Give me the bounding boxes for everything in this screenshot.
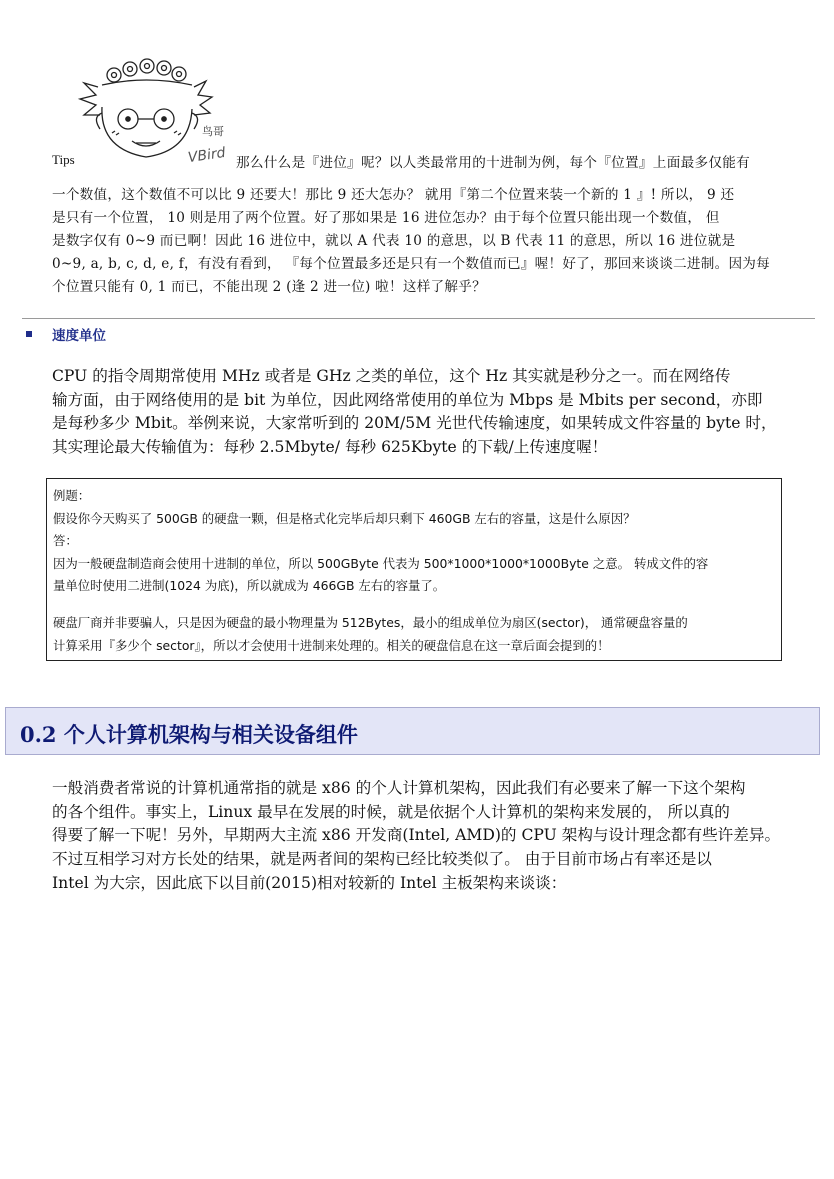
speed-unit-paragraph	[52, 365, 794, 459]
avatar-caption: 鸟哥	[202, 125, 224, 138]
example-answer-line: 量单位时使用二进制(1024 为底)，所以就成为 466GB 左右的容量了。	[53, 578, 446, 594]
architecture-paragraph	[52, 777, 792, 896]
paragraph-line: 一般消费者常说的计算机通常指的就是 x86 的个人计算机架构，因此我们有必要来了解一下这个架构	[52, 779, 746, 797]
avatar-signature: VBird	[186, 144, 227, 167]
paragraph-line: CPU 的指令周期常使用 MHz 或者是 GHz 之类的单位，这个 Hz 其实就是秒分之一。而在网络传	[52, 367, 731, 385]
vbird-avatar-icon	[76, 57, 236, 169]
paragraph-line: 得要了解一下呢！另外，早期两大主流 x86 开发商(Intel, AMD)的 CPU 架构与设计理念都有些许差异。	[52, 826, 781, 845]
example-question: 假设你今天购买了 500GB 的硬盘一颗，但是格式化完毕后却只剩下 460GB 左右的容量，这是什么原因？	[53, 510, 636, 526]
tips-line: 一个数值，这个数值不可以比 9 还要大！那比 9 还大怎办？ 就用『第二个位置来装一个新的 1 』! 所以， 9 还	[52, 187, 735, 203]
paragraph-line: 输方面，由于网络使用的是 bit 为单位，因此网络常使用的单位为 Mbps 是 Mbits per second，亦即	[52, 390, 763, 409]
spacer	[53, 598, 775, 612]
tips-body	[52, 184, 786, 299]
example-answer-label: 答：	[53, 533, 78, 549]
tips-line: 是只有一个位置， 10 则是用了两个位置。好了那如果是 16 进位怎办？由于每个位置只能出现一个数值， 但	[52, 210, 720, 226]
chapter-title: 0.2 个人计算机架构与相关设备组件	[20, 722, 358, 747]
paragraph-line: 的各个组件。事实上，Linux 最早在发展的时候，就是依据个人计算机的架构来发展的， 所以真的	[52, 802, 730, 821]
paragraph-line: 其实理论最大传输值为：每秒 2.5Mbyte/ 每秒 625Kbyte 的下载/上传速度喔！	[52, 437, 608, 456]
example-box	[46, 478, 782, 661]
tips-line: 0~9, a, b, c, d, e, f，有没有看到， 『每个位置最多还是只有一个数值而已』喔！好了，那回来谈谈二进制。因为每	[52, 256, 770, 272]
tips-line: 个位置只能有 0, 1 而已，不能出现 2 (逢 2 进一位) 啦！这样了解乎？	[52, 279, 486, 295]
example-note-line: 硬盘厂商并非要骗人，只是因为硬盘的最小物理量为 512Bytes，最小的组成单位为扇区(sector)， 通常硬盘容量的	[53, 614, 688, 630]
paragraph-line: 是每秒多少 Mbit。举例来说，大家常听到的 20M/5M 光世代传输速度，如果转成文件容量的 byte 时，	[52, 414, 777, 432]
tips-first-line: 那么什么是『进位』呢？以人类最常用的十进制为例，每个『位置』上面最多仅能有	[236, 155, 751, 171]
paragraph-line: Intel 为大宗，因此底下以目前(2015)相对较新的 Intel 主板架构来谈谈：	[52, 873, 567, 892]
speed-unit-heading: 速度单位	[52, 328, 106, 344]
bullet-icon	[26, 331, 32, 337]
tips-label: Tips	[52, 152, 75, 167]
paragraph-line: 不过互相学习对方长处的结果，就是两者间的架构已经比较类似了。 由于目前市场占有率还是以	[52, 850, 712, 869]
example-answer-line: 因为一般硬盘制造商会使用十进制的单位，所以 500GByte 代表为 500*1000*1000*1000Byte 之意。 转成文件的容	[53, 555, 709, 571]
tips-line: 是数字仅有 0~9 而已啊！因此 16 进位中，就以 A 代表 10 的意思，以 B 代表 11 的意思，所以 16 进位就是	[52, 233, 736, 249]
section-divider	[22, 318, 815, 319]
chapter-header	[5, 707, 820, 755]
example-question-label: 例题：	[53, 488, 91, 503]
example-note-line: 计算采用『多少个 sector』，所以才会使用十进制来处理的。相关的硬盘信息在这一章后面会提到的！	[53, 637, 610, 653]
